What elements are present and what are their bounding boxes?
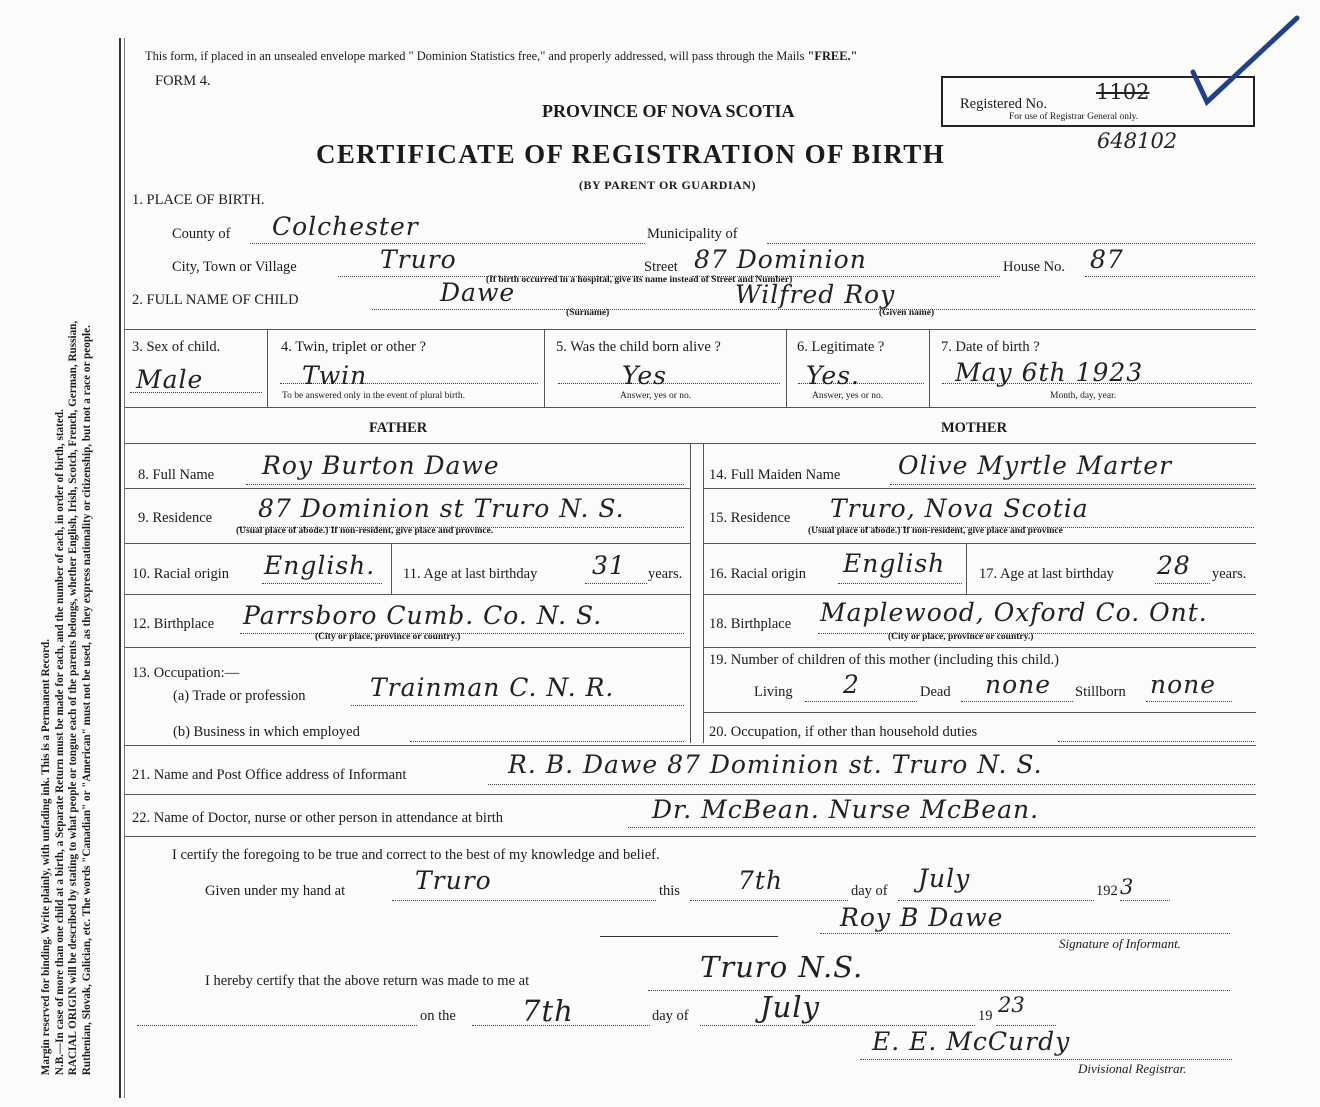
father-residence-label: 9. Residence bbox=[138, 510, 213, 526]
divisional-registrar-label: Divisional Registrar. bbox=[1078, 1061, 1187, 1076]
father-occupation-label: 13. Occupation:— bbox=[132, 665, 240, 681]
registrar-year-digits: 23 bbox=[998, 993, 1025, 1017]
mother-residence-value: Truro, Nova Scotia bbox=[830, 494, 1089, 523]
street-value: 87 Dominion bbox=[694, 245, 867, 274]
mother-age-value: 28 bbox=[1157, 551, 1191, 580]
registered-note: For use of Registrar General only. bbox=[1009, 112, 1139, 122]
city-value: Truro bbox=[380, 245, 457, 274]
informant-label: 21. Name and Post Office address of Informant bbox=[132, 767, 407, 783]
margin-notes bbox=[40, 75, 94, 1075]
street-label: Street bbox=[644, 259, 678, 275]
sex-label: 3. Sex of child. bbox=[132, 339, 221, 355]
margin-note-line-4: Ruthenian, Slovak, Galician, etc. The words "Canadian" or "American" must not be used, as they express nationality or citizenship, but not a race or people. bbox=[80, 325, 93, 1076]
twin-note: To be answered only in the event of plural birth. bbox=[282, 391, 465, 401]
born-alive-value: Yes bbox=[622, 361, 667, 390]
binding-margin-line-inner bbox=[124, 38, 125, 1098]
children-count-label: 19. Number of children of this mother (including this child.) bbox=[709, 652, 1059, 668]
sex-value: Male bbox=[136, 365, 204, 394]
father-trade-label: (a) Trade or profession bbox=[173, 688, 306, 704]
margin-note-line-3: RACIAL ORIGIN will be described by stating to what people or tongue each of the parents belongs, whether English, Irish, Scotch, French, German, Russian, bbox=[67, 320, 79, 1076]
margin-note-line-2: N.B.—In case of more than one child at a birth, a Separate Return must be made for each, and the number of each, in order of birth, stated. bbox=[53, 409, 66, 1076]
child-name-label: 2. FULL NAME OF CHILD bbox=[132, 292, 299, 308]
mother-residence-label: 15. Residence bbox=[709, 510, 791, 526]
check-mark-icon bbox=[1185, 12, 1305, 112]
father-business-label: (b) Business in which employed bbox=[173, 724, 360, 740]
mother-name-label: 14. Full Maiden Name bbox=[709, 467, 841, 483]
registered-struck-number: 1102 bbox=[1096, 80, 1150, 104]
living-label: Living bbox=[754, 684, 793, 700]
mother-birthplace-value: Maplewood, Oxford Co. Ont. bbox=[820, 598, 1208, 627]
mother-birthplace-note: (City or place, province or country.) bbox=[888, 632, 1034, 642]
mother-name-value: Olive Myrtle Marter bbox=[898, 451, 1173, 480]
street-note: (If birth occurred in a hospital, give its name instead of Street and Number) bbox=[486, 275, 793, 285]
mother-residence-note: (Usual place of abode.) If non-resident, give place and province bbox=[808, 526, 1063, 536]
page-subtitle: (BY PARENT OR GUARDIAN) bbox=[579, 178, 756, 192]
child-surname: Dawe bbox=[440, 278, 516, 307]
informant-value: R. B. Dawe 87 Dominion st. Truro N. S. bbox=[508, 750, 1043, 779]
city-label: City, Town or Village bbox=[172, 259, 297, 275]
page-title: CERTIFICATE OF REGISTRATION OF BIRTH bbox=[316, 139, 946, 169]
signature-of-informant-label: Signature of Informant. bbox=[1059, 936, 1181, 951]
born-alive-note: Answer, yes or no. bbox=[620, 391, 692, 401]
municipality-label: Municipality of bbox=[647, 226, 738, 242]
county-value: Colchester bbox=[272, 212, 419, 241]
certify-statement: I certify the foregoing to be true and correct to the best of my knowledge and belief. bbox=[172, 847, 660, 863]
attendant-label: 22. Name of Doctor, nurse or other person in attendance at birth bbox=[132, 810, 504, 826]
child-given-name: Wilfred Roy bbox=[735, 280, 896, 309]
registrar-place-value: Truro N.S. bbox=[700, 950, 864, 984]
registrar-year-prefix: 19 bbox=[978, 1008, 993, 1024]
registrar-signature: E. E. McCurdy bbox=[872, 1027, 1071, 1056]
form-number: FORM 4. bbox=[155, 73, 211, 89]
place-of-birth-label: 1. PLACE OF BIRTH. bbox=[132, 192, 265, 208]
father-name-value: Roy Burton Dawe bbox=[262, 451, 500, 480]
stillborn-label: Stillborn bbox=[1075, 684, 1126, 700]
legitimate-label: 6. Legitimate ? bbox=[797, 339, 885, 355]
year-digit: 3 bbox=[1120, 875, 1134, 899]
house-number-value: 87 bbox=[1090, 245, 1124, 274]
on-the-label: on the bbox=[420, 1008, 456, 1024]
given-place-value: Truro bbox=[415, 866, 492, 895]
county-label: County of bbox=[172, 226, 231, 242]
twin-label: 4. Twin, triplet or other ? bbox=[281, 339, 426, 355]
mother-racial-origin-value: English bbox=[843, 549, 946, 578]
mother-age-years: years. bbox=[1212, 566, 1247, 582]
registered-number: 648102 bbox=[1097, 129, 1178, 153]
twin-value: Twin bbox=[302, 361, 368, 390]
father-birthplace-note: (City or place, province or country.) bbox=[315, 632, 461, 642]
registrar-day-value: 7th bbox=[522, 994, 574, 1028]
living-value: 2 bbox=[843, 670, 860, 699]
date-of-birth-value: May 6th 1923 bbox=[955, 358, 1144, 387]
date-of-birth-label: 7. Date of birth ? bbox=[941, 339, 1040, 355]
margin-note-line-1: Margin reserved for binding. Write plainly, with unfading ink. This is a Permanent Record. bbox=[39, 638, 52, 1076]
surname-note: (Surname) bbox=[566, 308, 610, 318]
date-of-birth-note: Month, day, year. bbox=[1050, 391, 1117, 401]
legitimate-value: Yes. bbox=[806, 361, 860, 390]
father-birthplace-label: 12. Birthplace bbox=[132, 616, 215, 632]
father-racial-origin-label: 10. Racial origin bbox=[132, 566, 230, 582]
this-day-value: 7th bbox=[738, 866, 784, 895]
attendant-value: Dr. McBean. Nurse McBean. bbox=[652, 795, 1040, 824]
legitimate-note: Answer, yes or no. bbox=[812, 391, 884, 401]
father-birthplace-value: Parrsboro Cumb. Co. N. S. bbox=[243, 601, 603, 630]
year-prefix: 192 bbox=[1096, 883, 1118, 899]
registrar-statement: I hereby certify that the above return was made to me at bbox=[205, 973, 530, 989]
father-age-label: 11. Age at last birthday bbox=[403, 566, 538, 582]
father-trade-value: Trainman C. N. R. bbox=[370, 673, 615, 702]
day-of-label: day of bbox=[851, 883, 888, 899]
registrar-month-value: July bbox=[760, 990, 820, 1024]
stillborn-value: none bbox=[1150, 670, 1217, 699]
mother-heading: MOTHER bbox=[941, 420, 1008, 436]
born-alive-label: 5. Was the child born alive ? bbox=[556, 339, 721, 355]
father-age-value: 31 bbox=[592, 551, 626, 580]
father-residence-note: (Usual place of abode.) If non-resident, give place and province. bbox=[236, 526, 494, 536]
registered-label: Registered No. bbox=[960, 96, 1047, 112]
province-heading: PROVINCE OF NOVA SCOTIA bbox=[542, 101, 795, 121]
mother-birthplace-label: 18. Birthplace bbox=[709, 616, 792, 632]
mail-notice: This form, if placed in an unsealed envelope marked " Dominion Statistics free," and properly addressed, will pass through the Mails "FREE." bbox=[145, 49, 858, 63]
father-age-years: years. bbox=[648, 566, 683, 582]
informant-signature: Roy B Dawe bbox=[840, 903, 1004, 932]
mother-occupation-label: 20. Occupation, if other than household duties bbox=[709, 724, 978, 740]
mother-age-label: 17. Age at last birthday bbox=[979, 566, 1114, 582]
this-label: this bbox=[659, 883, 680, 899]
father-residence-value: 87 Dominion st Truro N. S. bbox=[258, 494, 625, 523]
father-racial-origin-value: English. bbox=[264, 551, 376, 580]
registrar-day-of-label: day of bbox=[652, 1008, 689, 1024]
house-number-label: House No. bbox=[1003, 259, 1066, 275]
father-heading: FATHER bbox=[369, 420, 428, 436]
dead-value: none bbox=[985, 670, 1052, 699]
month-value: July bbox=[918, 864, 971, 893]
given-under-hand-label: Given under my hand at bbox=[205, 883, 346, 899]
dead-label: Dead bbox=[920, 684, 951, 700]
given-name-note: (Given name) bbox=[879, 308, 935, 318]
mother-racial-origin-label: 16. Racial origin bbox=[709, 566, 807, 582]
binding-margin-line bbox=[119, 38, 121, 1098]
father-name-label: 8. Full Name bbox=[138, 467, 215, 483]
